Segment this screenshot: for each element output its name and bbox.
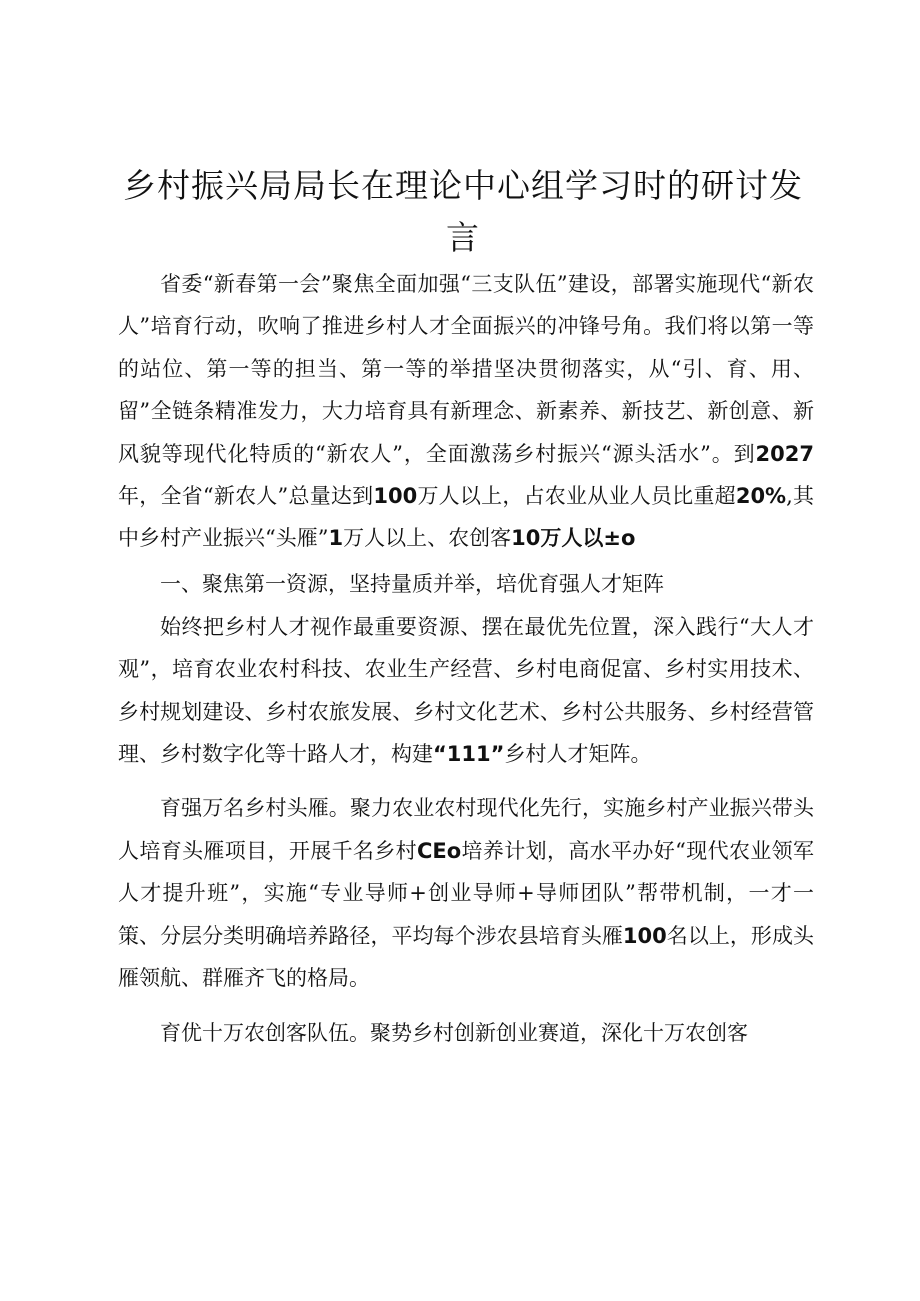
paragraph-gap [118,1000,814,1012]
text-run: 始终把乡村人才视作最重要资源、摆在最优先位置，深入践行“大人才观”，培育农业农村科技、农业生产经营、乡村电商促富、乡村实用技术、乡村规划建设、乡村农旅发展、乡村文化艺术、乡村公共服务、乡村经营管理、乡村数字化等十路人才，构建 [118,614,814,767]
text-run: ,其中乡村产业振兴“头雁” [118,484,814,551]
number-run: 10 [511,526,541,551]
section-heading: 一、聚焦第一资源，坚持量质并举，培优育强人才矩阵 [160,571,664,596]
paragraph-gap [118,775,814,787]
text-run: 育优十万农创客队伍。聚势乡村创新创业赛道，深化十万农创客 [160,1020,748,1045]
paragraph-talent-matrix [118,606,814,776]
text-run: 年，全省“新农人”总量达到 [118,484,374,509]
number-run: 100 [622,923,667,948]
text-run: 乡村人才矩阵。 [504,742,652,767]
text-run: 万人以±o [540,526,636,551]
text-run: 培养计划，高水平办好“现代农业领军人才提升班”，实施“专业导师+创业导师+导师团队”帮带机制，一才一策、分层分类明确培养路径，平均每个涉农县培育头雁 [118,838,815,948]
text-run: 万人以上，占农业从业人员比重超 [417,484,736,509]
text-run: 育强万名乡村头雁。聚力农业农村现代化先行，实施乡村产业振兴带头人培育头雁项目，开展千名乡村 [118,796,814,863]
text-run: 名以上，形成头雁领航、群雁齐飞的格局。 [118,923,815,991]
text-run: 省委“新春第一会”聚焦全面加强“三支队伍”建设，部署实施现代“新农人”培育行动，吹响了推进乡村人才全面振兴的冲锋号角。我们将以第一等的站位、第一等的担当、第一等的举措坚决贯彻落实，从“引、育、用、留”全链条精准发力，大力培育具有新理念、新素养、新技艺、新创意、新风貌等现代化特质的“新农人”，全面激荡乡村振兴“源头活水”。到 [118,272,814,466]
number-run: 100 [373,484,418,509]
paragraph-agri-makers [118,1012,814,1054]
document-body [118,263,814,1054]
number-run: “111” [433,742,505,767]
text-run: 万人以上、农创客 [343,526,512,551]
paragraph-intro [118,263,814,560]
number-run: CEo [417,838,462,863]
number-run: 20% [735,484,787,509]
number-run: 2027 [755,441,814,466]
number-run: 1 [328,526,344,551]
paragraph-head-geese [118,787,814,999]
document-title: 乡村振兴局局长在理论中心组学习时的研讨发言 [123,166,803,257]
